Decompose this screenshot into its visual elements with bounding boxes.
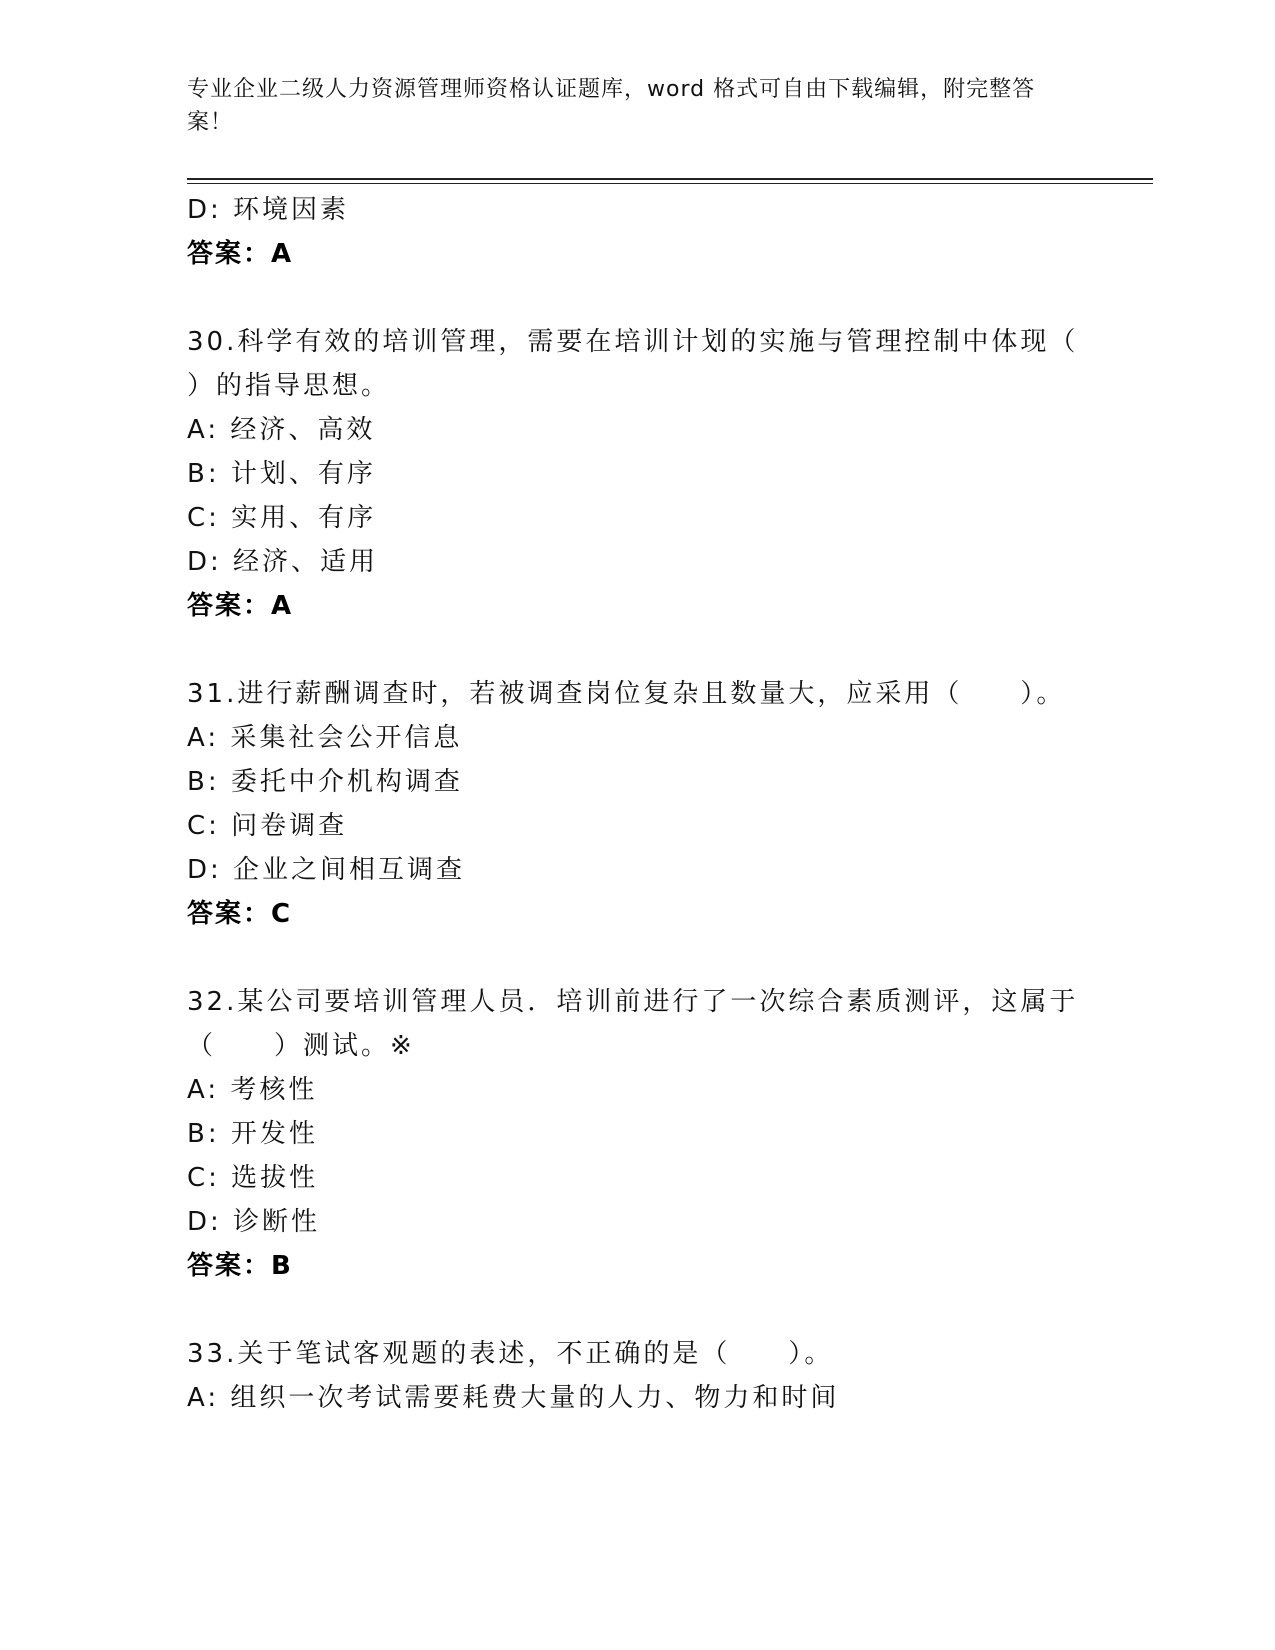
answer: 答案：B [187,1251,293,1281]
option-c: C: 实用、有序 [187,503,377,533]
question-stem: 31.进行薪酬调查时，若被调查岗位复杂且数量大，应采用（ ）。 [187,679,1066,709]
option-c: C: 选拔性 [187,1163,319,1193]
page-header: 专业企业二级人力资源管理师资格认证题库，word 格式可自由下载编辑，附完整答案！ [187,77,1036,135]
question-stem-continued: （ ）测试。※ [187,1031,415,1061]
option-a: A: 组织一次考试需要耗费大量的人力、物力和时间 [187,1383,840,1413]
answer: 答案：A [187,591,294,621]
option-d: D: 环境因素 [187,195,350,225]
header-rule-thick [187,178,1153,180]
answer: 答案：A [187,239,294,269]
header-rule-thin [187,183,1153,184]
option-a: A: 经济、高效 [187,415,376,445]
question-stem: 30.科学有效的培训管理，需要在培训计划的实施与管理控制中体现（ [187,327,1079,357]
option-d: D: 企业之间相互调查 [187,855,466,885]
question-stem: 33.关于笔试客观题的表述，不正确的是（ ）。 [187,1339,834,1369]
option-c: C: 问卷调查 [187,811,348,841]
option-a: A: 考核性 [187,1075,318,1105]
question-stem: 32.某公司要培训管理人员．培训前进行了一次综合素质测评，这属于 [187,987,1079,1017]
option-d: D: 诊断性 [187,1207,321,1237]
answer: 答案：C [187,899,293,929]
option-b: B: 开发性 [187,1119,318,1149]
option-b: B: 委托中介机构调查 [187,767,463,797]
option-b: B: 计划、有序 [187,459,376,489]
question-stem-continued: ）的指导思想。 [187,371,391,401]
option-d: D: 经济、适用 [187,547,379,577]
option-a: A: 采集社会公开信息 [187,723,463,753]
